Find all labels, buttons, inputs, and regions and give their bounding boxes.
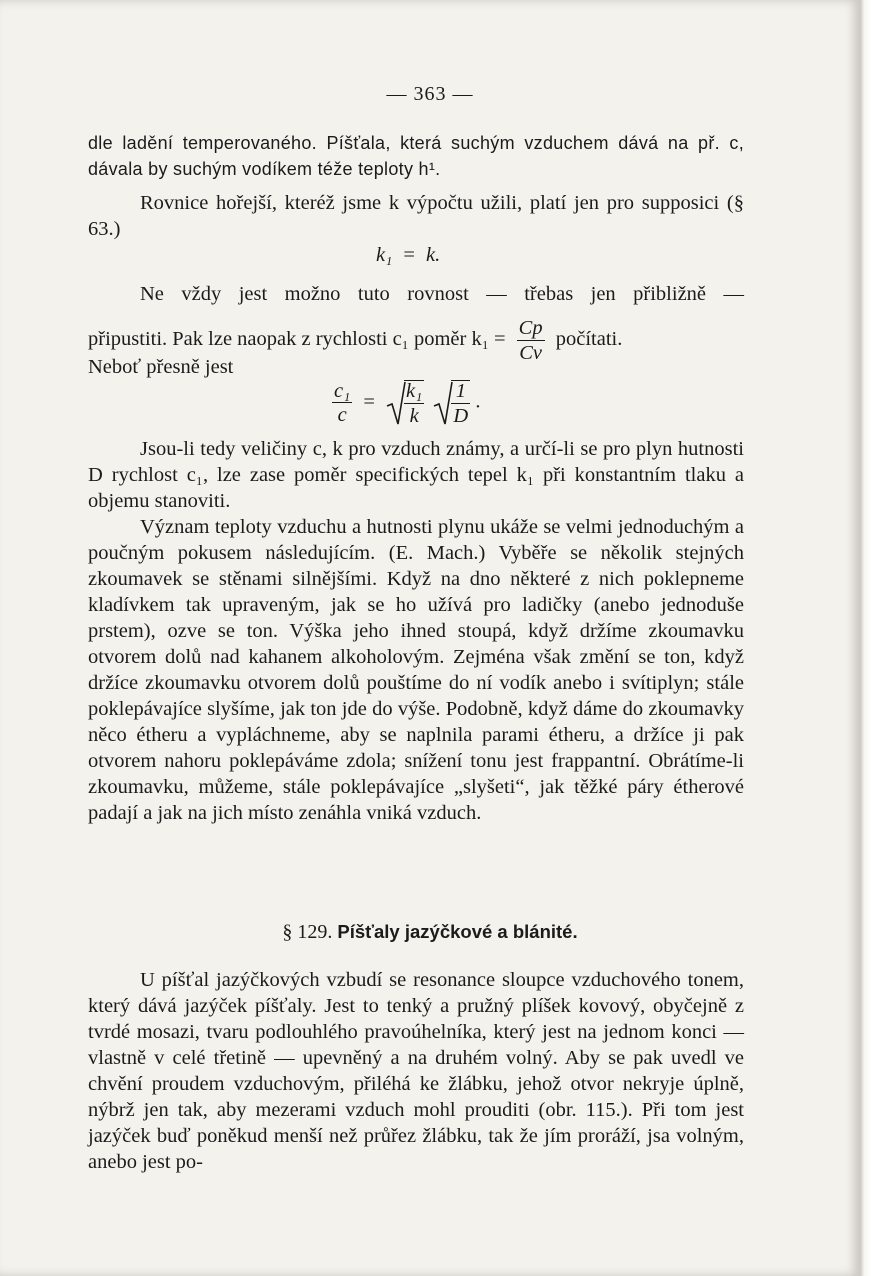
sqrt2-denominator: D bbox=[453, 404, 469, 427]
sqrt1-numerator: k₁ bbox=[406, 380, 423, 402]
sqrt1-fraction bbox=[404, 380, 424, 426]
paragraph-equation-note: Rovnice hořejší, kteréž jsme k výpočtu užili, platí jen pro supposici (§ 63.) bbox=[88, 192, 744, 240]
sqrt2-fraction bbox=[451, 380, 470, 426]
eq2-lhs-fraction bbox=[332, 381, 352, 426]
ratio-denominator: Cv bbox=[517, 340, 545, 364]
page-number: — 363 — bbox=[386, 83, 474, 105]
ratio-text-after: počítati. bbox=[555, 328, 623, 351]
paragraph-line-neboť: Neboť přesně jest bbox=[88, 356, 234, 378]
paragraph-line-rovnost: Ne vždy jest možno tuto rovnost — třebas jen přibližně — bbox=[140, 283, 744, 305]
equation-sign: = bbox=[403, 244, 415, 266]
page-edge bbox=[860, 0, 871, 1276]
ratio-text-before: připustiti. Pak lze naopak z rychlosti c₁ poměr k₁ = bbox=[88, 328, 506, 351]
equation-rhs: k. bbox=[426, 244, 441, 266]
sqrt-sign-1 bbox=[386, 380, 406, 426]
ratio-fraction bbox=[517, 318, 545, 363]
section-number: § 129. bbox=[282, 921, 333, 943]
eq2-lhs-denominator: c bbox=[332, 402, 352, 426]
paragraph-intro: dle ladění temperovaného. Píšťala, která suchým vzduchem dává na př. c, dávala by suchým vodíkem téže teploty h¹. bbox=[88, 133, 744, 179]
equation-lhs: k₁ bbox=[376, 244, 393, 266]
section-heading bbox=[0, 921, 860, 944]
sqrt1-denominator: k bbox=[404, 403, 424, 427]
eq2-sign: = bbox=[363, 390, 375, 413]
sqrt2-numerator: 1 bbox=[455, 380, 466, 402]
section-title: Píšťaly jazýčkové a blánité. bbox=[337, 921, 578, 942]
equation-velocity-ratio bbox=[332, 380, 480, 430]
paragraph-reed-pipes: U píšťal jazýčkových vzbudí se resonance sloupce vzduchového tonem, který dává jazýček píšťaly. Jest to tenký a pružný plíšek kovový, obyčejně z tvrdé mosazi, tvaru podlouhlého pravoúhelníka, který jest na jednom konci — vlastně v celé třetině — upevněný a na druhém volný. Aby se pak uvedl ve chvění proudem vzduchovým, přiléhá ke žlábku, jehož otvor nekryje úplně, nýbrž jen tak, aby mezerami vzduch mohl prouditi (obr. 115.). Při tom jest jazýček buď poněkud menší než průřez žlábku, tak že jím proráží, jsa volným, anebo jest po- bbox=[88, 969, 744, 1173]
paragraph-experiment: Význam teploty vzduchu a hutnosti plynu ukáže se velmi jednoduchým a poučným pokusem následujícím. (E. Mach.) Vyběře se několik stejných zkoumavek se stěnami silnějšími. Když na dno některé z nich poklepneme kladívkem tak upraveným, jak se ho užívá pro ladičky (anebo jednoduše prstem), ozve se ton. Výška jeho ihned stoupá, když držíme zkoumavku otvorem dolů nad kahanem alkoholovým. Zejména však změní se ton, když držíce zkoumavku otvorem dolů pouštíme do ní vodík anebo i svítiplyn; stále poklepávajíce slyšíme, jak ton jde do výše. Podobně, když dáme do zkoumavky něco étheru a vypláchneme, aby se naplnila parami étheru, a držíce ji pak otvorem nahoru poklepáváme zdola; snížení tonu jest frappantní. Obrátíme-li zkoumavku, můžeme, stále poklepávajíce „slyšeti“, jak těžké páry étherové padají a jak na jich místo zenáhla vniká vzduch. bbox=[88, 516, 744, 824]
paragraph-quantities: Jsou-li tedy veličiny c, k pro vzduch známy, a určí-li se pro plyn hutnosti D rychlost c₁, lze zase poměr specifických tepel k₁ při konstantním tlaku a objemu stanoviti. bbox=[88, 438, 744, 512]
equation-k1-equals-k bbox=[376, 242, 440, 268]
eq2-lhs-numerator: c₁ bbox=[334, 379, 351, 402]
ratio-numerator: Cp bbox=[518, 317, 543, 339]
eq2-end: . bbox=[475, 390, 481, 413]
sqrt-sign-2 bbox=[433, 380, 453, 426]
